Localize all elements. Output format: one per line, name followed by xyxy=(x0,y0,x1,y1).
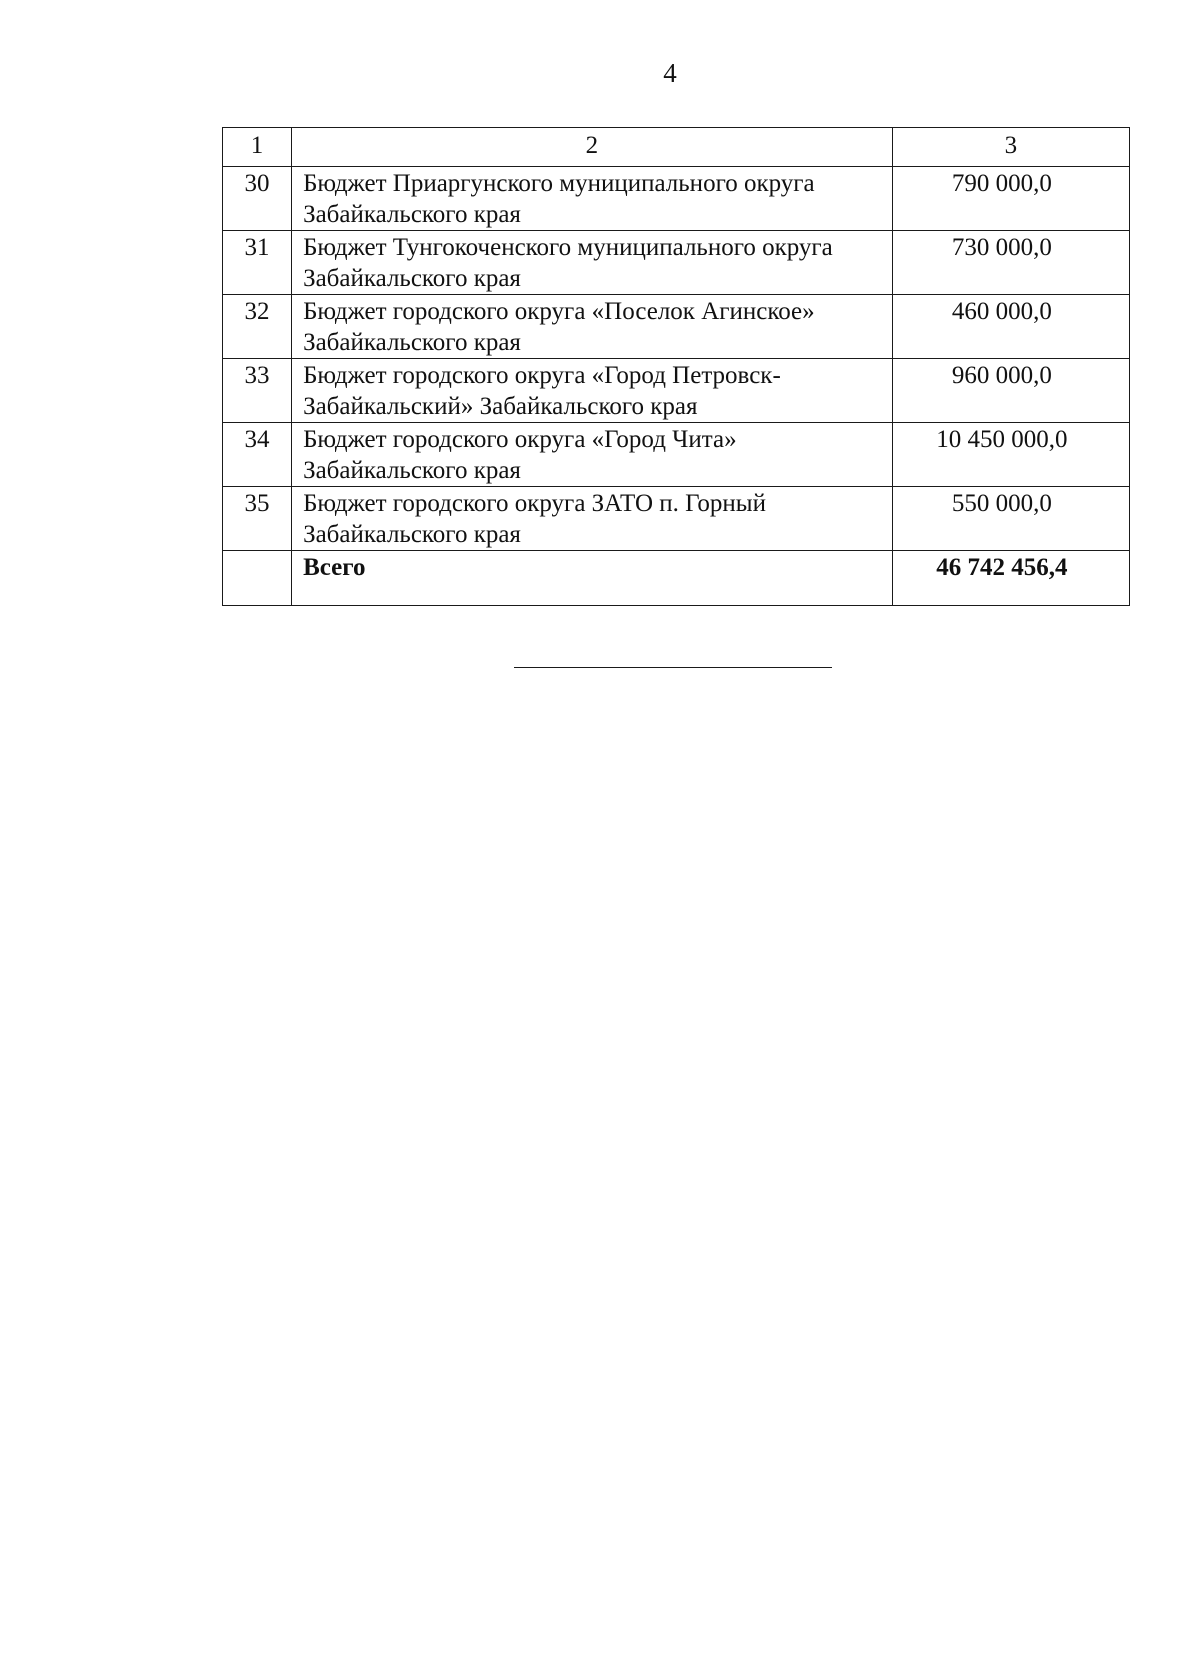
table-header-row xyxy=(223,128,1130,167)
row-amount: 550 000,0 xyxy=(892,487,1129,551)
table-row xyxy=(223,295,1130,359)
row-budget-name: Бюджет городского округа ЗАТО п. Горный Забайкальского края xyxy=(292,487,893,551)
row-number: 30 xyxy=(223,167,292,231)
row-amount: 730 000,0 xyxy=(892,231,1129,295)
end-of-document-rule xyxy=(514,667,832,668)
column-header-amount: 3 xyxy=(892,128,1129,167)
table-row xyxy=(223,167,1130,231)
budget-allocation-table xyxy=(222,127,1130,606)
row-budget-name: Бюджет Тунгокоченского муниципального округа Забайкальского края xyxy=(292,231,893,295)
table-row xyxy=(223,231,1130,295)
table-total-row xyxy=(223,551,1130,606)
row-budget-name: Бюджет Приаргунского муниципального округа Забайкальского края xyxy=(292,167,893,231)
column-header-number: 1 xyxy=(223,128,292,167)
row-amount: 460 000,0 xyxy=(892,295,1129,359)
total-amount: 46 742 456,4 xyxy=(892,551,1129,606)
row-number: 35 xyxy=(223,487,292,551)
page-number: 4 xyxy=(663,58,677,88)
column-header-name: 2 xyxy=(292,128,893,167)
row-amount: 790 000,0 xyxy=(892,167,1129,231)
row-number: 34 xyxy=(223,423,292,487)
row-number: 33 xyxy=(223,359,292,423)
table-row xyxy=(223,423,1130,487)
row-budget-name: Бюджет городского округа «Город Петровск-Забайкальский» Забайкальского края xyxy=(292,359,893,423)
row-budget-name: Бюджет городского округа «Поселок Агинское» Забайкальского края xyxy=(292,295,893,359)
table-row xyxy=(223,359,1130,423)
row-amount: 10 450 000,0 xyxy=(892,423,1129,487)
row-number: 31 xyxy=(223,231,292,295)
row-budget-name: Бюджет городского округа «Город Чита» Забайкальского края xyxy=(292,423,893,487)
total-label: Всего xyxy=(292,551,893,606)
row-amount: 960 000,0 xyxy=(892,359,1129,423)
table-row xyxy=(223,487,1130,551)
row-number: 32 xyxy=(223,295,292,359)
total-number xyxy=(223,551,292,606)
